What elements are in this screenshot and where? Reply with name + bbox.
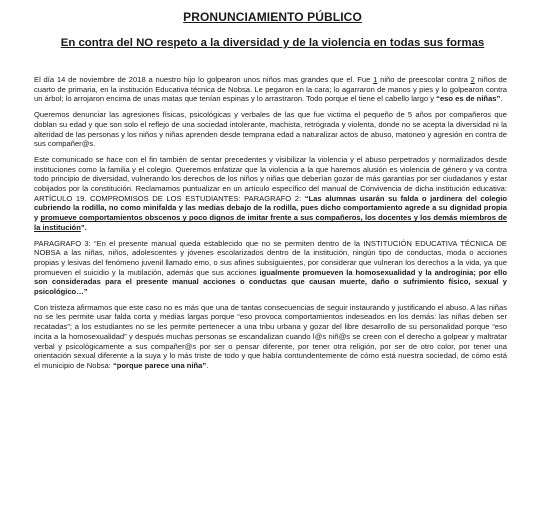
paragraph-text: niño de preescolar contra — [377, 75, 471, 84]
paragraph-text: . — [206, 360, 209, 370]
emphasis-underlined-text: promueve comportamientos obscenos y poco dignos de imitar frente a sus compañeros, los docentes y los demás miembros de la institución — [34, 213, 508, 232]
document-body — [34, 75, 507, 377]
emphasis-text: ”. — [80, 222, 87, 232]
paragraph-text: Con tristeza afirmamos que este caso no es más que una de tantas consecuencias de seguir instaurando y justificando el abuso. A las niñas no se les permite usar falda corta y medias largas porque “eso provoca comportamientos indeseados en los demás: las niñas deben ser recatadas”; a los estudiantes no se les permite pertenecer a una tribu urbana y gozar del libre desarrollo de su personalidad porque “eso incita a la homosexualidad” y después muchas personas se escandalizan cuando l@s niñ@s se creen con el derecho a golpear y maltratar verbal y psicológicamente a sus compañer@s por ser o pensar diferente, por tener otra religión, por ser de otro color, por tener una orientación sexual diferente a la suya y lo más triste de todo y que había contundentemente de cómo está nuestra sociedad, de cómo está el municipio de Nobsa: — [34, 302, 507, 370]
paragraph-manual-article — [34, 155, 507, 233]
paragraph-text: niños de cuarto de primaria, en la institución Educativa técnica de Nobsa. Le pegaron en la cara; lo agarraron de manos y pies y lo golpearon contra un árbol; lo arrojaron encima de unas matas que tenían espinas y lo arrastraron. Todo porque el tiene el cabello largo y — [34, 75, 508, 104]
emphasis-text: “Las alumnas usarán su falda o jardinera del colegio cubriendo la rodilla, no como minifalda y las medias debajo de la rodilla, pues dicho comportamiento agrede a su dignidad propia y — [34, 193, 507, 223]
paragraph-paragrafo-3 — [34, 239, 507, 297]
paragraph-text: Este comunicado se hace con el fin también de sentar precedentes y visibilizar la violencia y el abuso perpetrados y normalizados desde instituciones como la familia y el colegio. Queremos enfatizar que la violencia a la que haremos alusión es violencia de género y va contra todo principio de diversidad, vulnerando los derechos de los niños y niñas que deberían gozar de más garantías por ser ciudadanos y estar cobijados por la constitución. Reclamamos puntualizar en un artículo específico del manual de Convivencia de dicha institución educativa: ARTÍCULO 19. COMPROMISOS DE LOS ESTUDIANTES: PARAGRAFO 2: — [34, 154, 507, 203]
document-title: PRONUNCIAMIENTO PÚBLICO — [183, 10, 362, 24]
paragraph-denounce: Queremos denunciar las agresiones físicas, psicológicas y verbales de las que fue victima el pequeño de 5 años por compañeros que doblan su edad y que son solo el reflejo de una sociedad intolerante, machista, retrógrada y violenta, donde no se acepta la diversidad ni la alteridad de las personas y los niños y niñas aprenden desde temprana edad a naturalizar actos de abuso, matoneo y agresión en contra de sus compañer@s. — [34, 110, 507, 149]
emphasis-text: “eso es de niñas” — [436, 94, 501, 104]
count-one: 1 — [373, 75, 378, 84]
paragraph-text: PARAGRAFO 3: “En el presente manual queda establecido que no se permiten dentro de la INSTITUCIÓN EDUCATIVA TÉCNICA DE NOBSA a las niñas, niños, adolescentes y jóvenes escolarizados dentro de la institución, ningún tipo de conductas, moda o acciones propias y lesivas del fenómeno juvenil llamado emo, o sus afines subsiguientes, por considerar que vulneran los derechos a la vida, ya que promueven el suicidio y la mutilación, además que sus acciones — [34, 238, 507, 277]
paragraph-text: . — [500, 94, 503, 104]
count-two: 2 — [470, 75, 475, 84]
paragraph-incident — [34, 75, 507, 104]
paragraph-conclusion — [34, 303, 507, 371]
document-subtitle: En contra del NO respeto a la diversidad y de la violencia en todas sus formas — [60, 37, 485, 49]
paragraph-text: El día 14 de noviembre de 2018 a nuestro hijo lo golpearon unos niños mas grandes que el. Fue — [34, 75, 374, 84]
emphasis-text: igualmente promueven la homosexualidad y la androginia; por ello son consideradas para el presente manual acciones o conductas que causan muerte, daño o sufrimiento físico, sexual y psicológico…” — [34, 267, 507, 297]
emphasis-text: “porque parece una niña” — [112, 360, 207, 370]
